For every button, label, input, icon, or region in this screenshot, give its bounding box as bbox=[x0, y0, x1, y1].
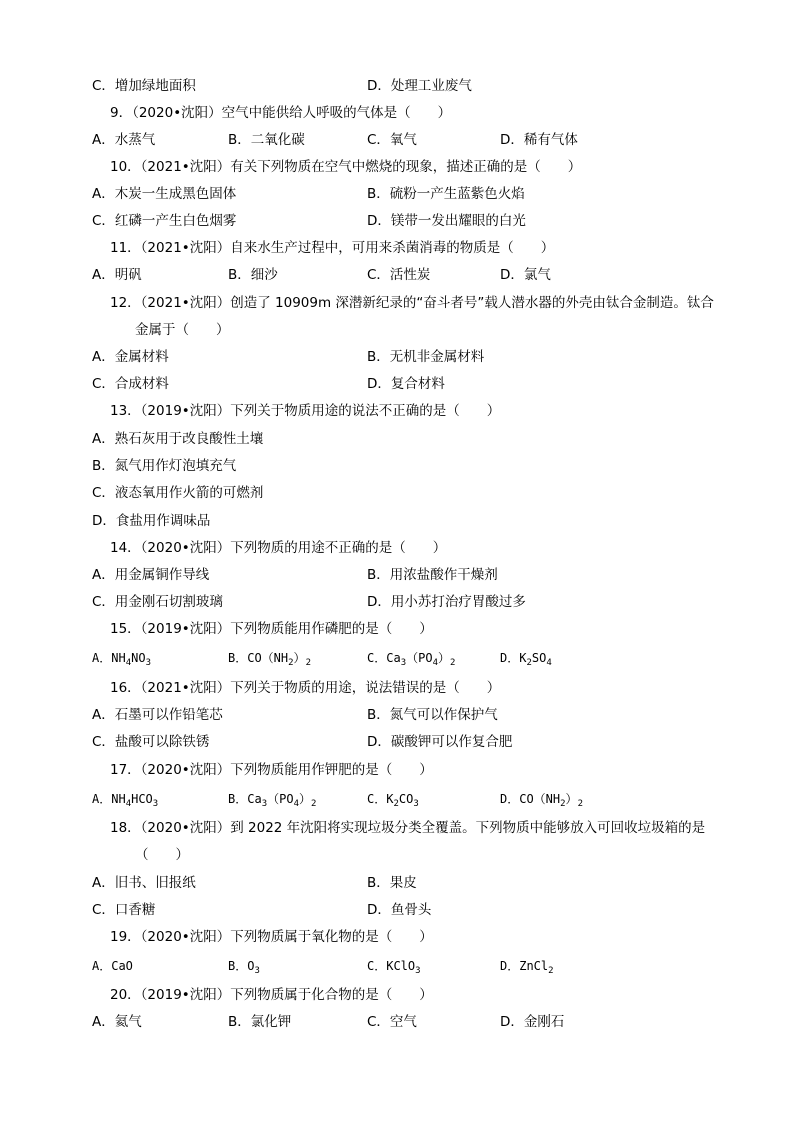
q9-options-row bbox=[92, 130, 732, 150]
q19-stem: 19．（2020•沈阳）下列物质属于氧化物的是（ ） bbox=[110, 929, 433, 945]
q14-option-a: A．用金属铜作导线 bbox=[92, 567, 210, 583]
q15-option-b: B．$CO(NH_2)_2$ bbox=[228, 651, 311, 668]
q17-options-row bbox=[92, 789, 732, 809]
q18-stem-continued: （ ） bbox=[135, 847, 189, 863]
q14-options-row-2 bbox=[92, 592, 732, 612]
q13-option-c-row bbox=[92, 483, 732, 503]
q14-option-d: D．用小苏打治疗胃酸过多 bbox=[367, 594, 526, 610]
q13-stem: 13．（2019•沈阳）下列关于物质用途的说法不正确的是（ ） bbox=[110, 403, 501, 419]
q10-option-d: D．镁带一发出耀眼的白光 bbox=[367, 213, 526, 229]
q11-option-d: D．氯气 bbox=[500, 267, 551, 283]
q17-option-c: C．$K_2CO_3$ bbox=[367, 792, 419, 809]
q20-option-a: A．氦气 bbox=[92, 1014, 142, 1030]
q16-option-c: C．盐酸可以除铁锈 bbox=[92, 734, 210, 750]
q9-option-a: A．水蒸气 bbox=[92, 132, 156, 148]
q18-stem: 18．（2020•沈阳）到 2022 年沈阳将实现垃圾分类全覆盖。下列物质中能够放入可回收垃圾箱的是 bbox=[110, 820, 706, 836]
q8-options-row bbox=[92, 76, 732, 96]
q19-option-a: A．CaO bbox=[92, 959, 133, 973]
q16-options-row-1 bbox=[92, 705, 732, 725]
q15-option-c: C．$Ca_3(PO_4)_2$ bbox=[367, 651, 456, 668]
q20-option-b: B．氯化钾 bbox=[228, 1014, 292, 1030]
q16-stem: 16．（2021•沈阳）下列关于物质的用途，说法错误的是（ ） bbox=[110, 680, 501, 696]
q19-option-d: D．ZnCl$_2$ bbox=[500, 959, 554, 976]
q13-option-a-row bbox=[92, 429, 732, 449]
q11-option-c: C．活性炭 bbox=[367, 267, 431, 283]
q10-option-b: B．硫粉一产生蓝紫色火焰 bbox=[367, 186, 525, 202]
q18-option-a: A．旧书、旧报纸 bbox=[92, 875, 196, 891]
q17-option-a: A．$NH_4HCO_3$ bbox=[92, 792, 159, 809]
q12-stem: 12．（2021•沈阳）创造了 10909m 深潜新纪录的“奋斗者号”载人潜水器的外壳由钛合金制造。钛合 bbox=[110, 295, 714, 311]
q17-option-b: B．$Ca_3(PO_4)_2$ bbox=[228, 792, 317, 809]
q12-option-c: C．合成材料 bbox=[92, 376, 169, 392]
q15-stem: 15．（2019•沈阳）下列物质能用作磷肥的是（ ） bbox=[110, 621, 433, 637]
q9-option-d: D．稀有气体 bbox=[500, 132, 578, 148]
q20-stem: 20．（2019•沈阳）下列物质属于化合物的是（ ） bbox=[110, 987, 433, 1003]
q16-options-row-2 bbox=[92, 732, 732, 752]
q17-stem: 17．（2020•沈阳）下列物质能用作钾肥的是（ ） bbox=[110, 762, 433, 778]
q18-option-b: B．果皮 bbox=[367, 875, 417, 891]
q13-option-b: B．氮气用作灯泡填充气 bbox=[92, 458, 237, 474]
q20-option-c: C．空气 bbox=[367, 1014, 417, 1030]
q13-option-b-row bbox=[92, 456, 732, 476]
q18-option-c: C．口香糖 bbox=[92, 902, 156, 918]
q19-option-c: C．KClO$_3$ bbox=[367, 959, 421, 976]
q8-option-d: D．处理工业废气 bbox=[367, 78, 472, 94]
q16-option-a: A．石墨可以作铅笔芯 bbox=[92, 707, 223, 723]
q19-option-b: B．$O_3$ bbox=[228, 959, 260, 976]
q15-option-a: A．$NH_4NO_3$ bbox=[92, 651, 151, 668]
q20-options-row bbox=[92, 1012, 732, 1032]
q10-stem: 10．（2021•沈阳）有关下列物质在空气中燃烧的现象，描述正确的是（ ） bbox=[110, 159, 582, 175]
q18-options-row-2 bbox=[92, 900, 732, 920]
q13-option-d-row bbox=[92, 511, 732, 531]
q8-option-c: C．增加绿地面积 bbox=[92, 78, 196, 94]
q16-option-b: B．氮气可以作保护气 bbox=[367, 707, 498, 723]
q14-option-c: C．用金刚石切割玻璃 bbox=[92, 594, 223, 610]
q17-option-d: D．$CO(NH_2)_2$ bbox=[500, 792, 583, 809]
q15-option-d: D．$K_2SO_4$ bbox=[500, 651, 552, 668]
q9-option-c: C．氧气 bbox=[367, 132, 417, 148]
q13-option-d: D．食盐用作调味品 bbox=[92, 513, 211, 529]
q10-option-a: A．木炭一生成黑色固体 bbox=[92, 186, 237, 202]
q13-option-a: A．熟石灰用于改良酸性土壤 bbox=[92, 431, 264, 447]
q15-options-row bbox=[92, 648, 732, 668]
q20-option-d: D．金刚石 bbox=[500, 1014, 565, 1030]
q12-stem-continued: 金属于（ ） bbox=[135, 322, 230, 338]
q10-options-row-2 bbox=[92, 211, 732, 231]
q18-options-row-1 bbox=[92, 873, 732, 893]
q12-options-row-2 bbox=[92, 374, 732, 394]
q19-options-row bbox=[92, 956, 732, 976]
q10-option-c: C．红磷一产生白色烟雾 bbox=[92, 213, 237, 229]
q13-option-c: C．液态氧用作火箭的可燃剂 bbox=[92, 485, 264, 501]
q11-option-b: B．细沙 bbox=[228, 267, 278, 283]
q16-option-d: D．碳酸钾可以作复合肥 bbox=[367, 734, 513, 750]
q14-options-row-1 bbox=[92, 565, 732, 585]
q11-stem: 11．（2021•沈阳）自来水生产过程中，可用来杀菌消毒的物质是（ ） bbox=[110, 240, 555, 256]
q12-options-row-1 bbox=[92, 347, 732, 367]
q14-option-b: B．用浓盐酸作干燥剂 bbox=[367, 567, 498, 583]
q12-option-d: D．复合材料 bbox=[367, 376, 445, 392]
q11-options-row bbox=[92, 265, 732, 285]
q12-option-b: B．无机非金属材料 bbox=[367, 349, 485, 365]
q18-option-d: D．鱼骨头 bbox=[367, 902, 432, 918]
q12-option-a: A．金属材料 bbox=[92, 349, 169, 365]
q11-option-a: A．明矾 bbox=[92, 267, 142, 283]
q10-options-row-1 bbox=[92, 184, 732, 204]
q9-option-b: B．二氧化碳 bbox=[228, 132, 305, 148]
q9-stem: 9．（2020•沈阳）空气中能供给人呼吸的气体是（ ） bbox=[110, 105, 452, 121]
q14-stem: 14．（2020•沈阳）下列物质的用途不正确的是（ ） bbox=[110, 540, 447, 556]
